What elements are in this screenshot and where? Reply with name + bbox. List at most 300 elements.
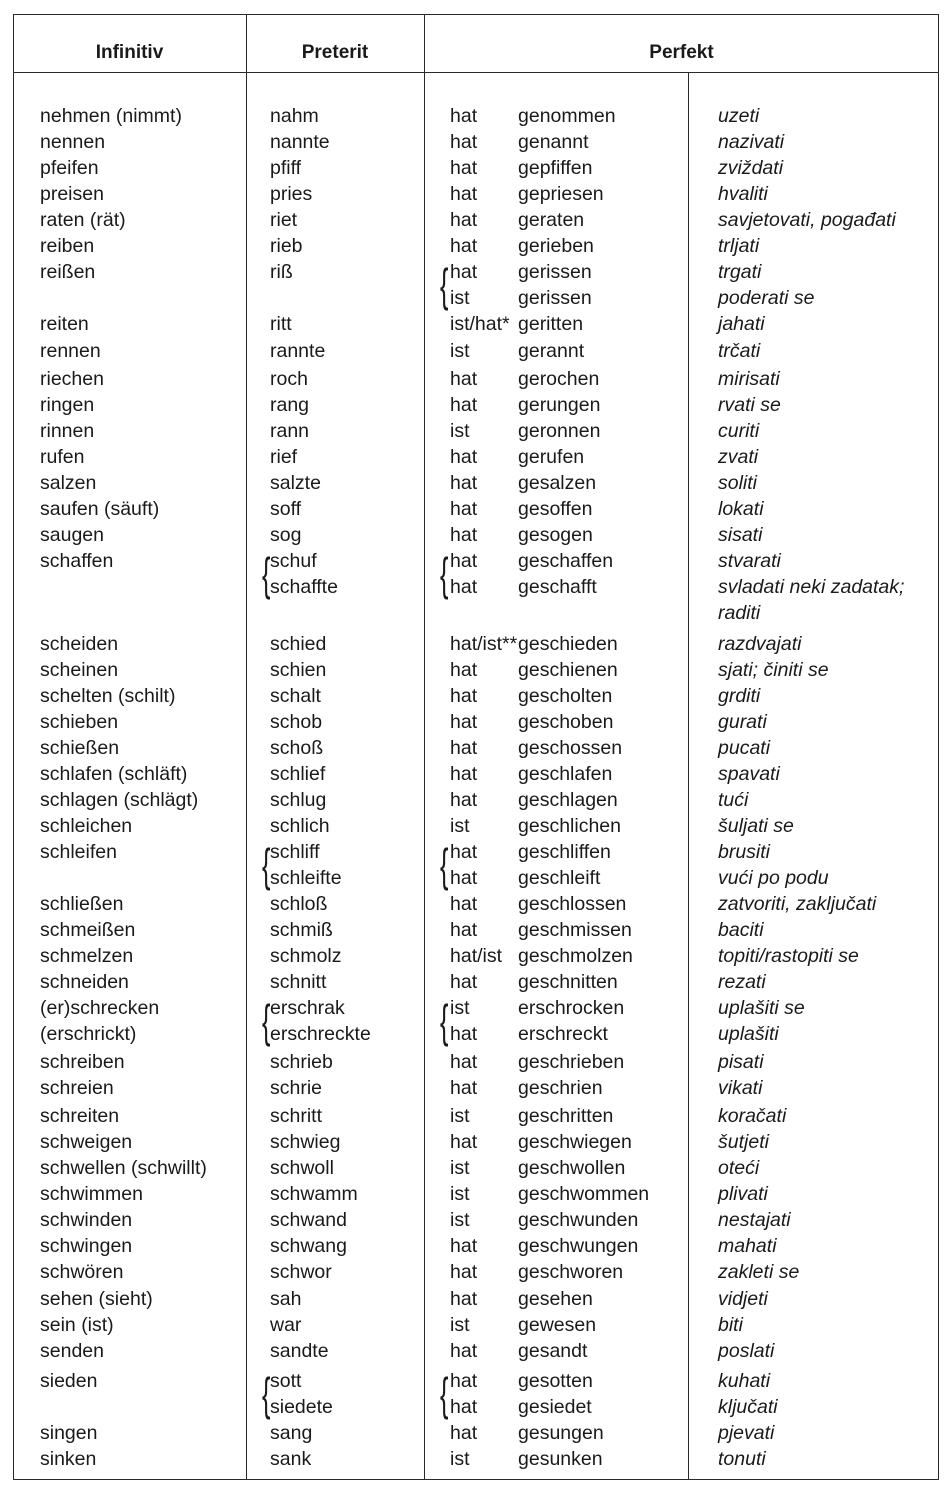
auxiliary-cell: hat bbox=[450, 235, 478, 257]
auxiliary-cell: hat bbox=[450, 737, 478, 759]
preterite-cell: schwand bbox=[270, 1209, 347, 1231]
infinitive-cell: (erschrickt) bbox=[40, 1023, 137, 1045]
infinitive-cell: schmeißen bbox=[40, 919, 136, 941]
translation-cell: zviždati bbox=[718, 157, 784, 179]
auxiliary-cell: hat bbox=[450, 1023, 478, 1045]
auxiliary-cell: hat bbox=[450, 971, 478, 993]
auxiliary-cell: hat bbox=[450, 446, 478, 468]
table-row bbox=[0, 155, 949, 181]
preterite-cell: salzte bbox=[270, 472, 321, 494]
preterite-cell: sang bbox=[270, 1422, 313, 1444]
auxiliary-cell: hat bbox=[450, 1396, 478, 1418]
auxiliary-cell: hat bbox=[450, 1077, 478, 1099]
auxiliary-cell: hat bbox=[450, 1235, 478, 1257]
auxiliary-cell: hat bbox=[450, 394, 478, 416]
preterite-cell: sah bbox=[270, 1288, 302, 1310]
table-row bbox=[0, 181, 949, 207]
infinitive-cell: schneiden bbox=[40, 971, 129, 993]
infinitive-cell: pfeifen bbox=[40, 157, 99, 179]
translation-cell: lokati bbox=[718, 498, 764, 520]
infinitive-cell: saufen (säuft) bbox=[40, 498, 160, 520]
table-row bbox=[0, 311, 949, 337]
preterite-cell: roch bbox=[270, 368, 308, 390]
infinitive-cell: scheinen bbox=[40, 659, 119, 681]
translation-cell: baciti bbox=[718, 919, 764, 941]
participle-cell: gesotten bbox=[518, 1370, 593, 1392]
auxiliary-cell: ist bbox=[450, 340, 470, 362]
table-row bbox=[0, 1312, 949, 1338]
table-row bbox=[0, 470, 949, 496]
table-row bbox=[0, 259, 949, 285]
table-row bbox=[0, 444, 949, 470]
translation-cell: biti bbox=[718, 1314, 743, 1336]
infinitive-cell: reiben bbox=[40, 235, 95, 257]
participle-cell: geschmissen bbox=[518, 919, 632, 941]
table-row bbox=[0, 496, 949, 522]
participle-cell: geraten bbox=[518, 209, 585, 231]
translation-cell: zakleti se bbox=[718, 1261, 800, 1283]
translation-cell: uplašiti bbox=[718, 1023, 779, 1045]
table-row bbox=[0, 1103, 949, 1129]
participle-cell: gesunken bbox=[518, 1448, 603, 1470]
translation-cell: rezati bbox=[718, 971, 766, 993]
translation-cell: svladati neki zadatak; bbox=[718, 576, 905, 598]
infinitive-cell: schreiben bbox=[40, 1051, 125, 1073]
table-row bbox=[0, 1420, 949, 1446]
preterite-cell: schied bbox=[270, 633, 327, 655]
header-preterit: Preterit bbox=[301, 42, 369, 63]
translation-cell: mahati bbox=[718, 1235, 777, 1257]
translation-cell: brusiti bbox=[718, 841, 771, 863]
curly-bracket: { bbox=[440, 1368, 449, 1420]
table-row bbox=[0, 995, 949, 1021]
curly-bracket: { bbox=[440, 995, 449, 1047]
table-row bbox=[0, 943, 949, 969]
translation-cell: hvaliti bbox=[718, 183, 768, 205]
participle-cell: gesehen bbox=[518, 1288, 593, 1310]
participle-cell: geschliffen bbox=[518, 841, 611, 863]
infinitive-cell: sein (ist) bbox=[40, 1314, 114, 1336]
table-row bbox=[0, 338, 949, 364]
preterite-cell: siedete bbox=[270, 1396, 333, 1418]
auxiliary-cell: hat bbox=[450, 841, 478, 863]
table-row bbox=[0, 657, 949, 683]
auxiliary-cell: hat bbox=[450, 659, 478, 681]
preterite-cell: schrieb bbox=[270, 1051, 333, 1073]
infinitive-cell: schleifen bbox=[40, 841, 117, 863]
auxiliary-cell: hat/ist** bbox=[450, 633, 518, 655]
infinitive-cell: schießen bbox=[40, 737, 120, 759]
infinitive-cell: rennen bbox=[40, 340, 101, 362]
translation-cell: trljati bbox=[718, 235, 760, 257]
auxiliary-cell: ist bbox=[450, 1314, 470, 1336]
translation-cell: uplašiti se bbox=[718, 997, 805, 1019]
table-row bbox=[0, 1155, 949, 1181]
participle-cell: geschleift bbox=[518, 867, 601, 889]
preterite-cell: pfiff bbox=[270, 157, 302, 179]
preterite-cell: sandte bbox=[270, 1340, 329, 1362]
participle-cell: geschossen bbox=[518, 737, 623, 759]
participle-cell: gerufen bbox=[518, 446, 585, 468]
participle-cell: geschmolzen bbox=[518, 945, 633, 967]
preterite-cell: schlich bbox=[270, 815, 330, 837]
translation-cell: pjevati bbox=[718, 1422, 775, 1444]
participle-cell: gepriesen bbox=[518, 183, 604, 205]
infinitive-cell: schreiten bbox=[40, 1105, 120, 1127]
header-perfekt: Perfekt bbox=[649, 42, 714, 63]
translation-cell: koračati bbox=[718, 1105, 787, 1127]
curly-bracket: { bbox=[440, 839, 449, 891]
participle-cell: gerochen bbox=[518, 368, 600, 390]
infinitive-cell: schleichen bbox=[40, 815, 133, 837]
participle-cell: geschlossen bbox=[518, 893, 627, 915]
infinitive-cell: sieden bbox=[40, 1370, 98, 1392]
participle-cell: gesogen bbox=[518, 524, 593, 546]
translation-cell: savjetovati, pogađati bbox=[718, 209, 896, 231]
participle-cell: gesungen bbox=[518, 1422, 604, 1444]
auxiliary-cell: ist bbox=[450, 815, 470, 837]
auxiliary-cell: hat bbox=[450, 763, 478, 785]
table-row bbox=[0, 1207, 949, 1233]
preterite-cell: erschreckte bbox=[270, 1023, 371, 1045]
table-row bbox=[0, 891, 949, 917]
participle-cell: genommen bbox=[518, 105, 616, 127]
table-row bbox=[0, 1181, 949, 1207]
preterite-cell: sott bbox=[270, 1370, 302, 1392]
translation-cell: tući bbox=[718, 789, 749, 811]
table-row bbox=[0, 1049, 949, 1075]
auxiliary-cell: ist bbox=[450, 420, 470, 442]
translation-cell: poderati se bbox=[718, 287, 815, 309]
auxiliary-cell: hat bbox=[450, 261, 478, 283]
preterite-cell: riet bbox=[270, 209, 298, 231]
infinitive-cell: schwingen bbox=[40, 1235, 133, 1257]
participle-cell: geschlichen bbox=[518, 815, 621, 837]
participle-cell: geschwiegen bbox=[518, 1131, 632, 1153]
preterite-cell: schmiß bbox=[270, 919, 333, 941]
preterite-cell: schaffte bbox=[270, 576, 338, 598]
participle-cell: geschwollen bbox=[518, 1157, 626, 1179]
infinitive-cell: singen bbox=[40, 1422, 98, 1444]
translation-cell: vući po podu bbox=[718, 867, 829, 889]
auxiliary-cell: hat bbox=[450, 919, 478, 941]
preterite-cell: sog bbox=[270, 524, 302, 546]
translation-cell: vidjeti bbox=[718, 1288, 768, 1310]
table-row bbox=[0, 839, 949, 865]
table-row bbox=[0, 709, 949, 735]
curly-bracket: { bbox=[262, 995, 271, 1047]
preterite-cell: schritt bbox=[270, 1105, 323, 1127]
participle-cell: gesandt bbox=[518, 1340, 588, 1362]
infinitive-cell: schwören bbox=[40, 1261, 124, 1283]
table-row bbox=[0, 285, 949, 311]
participle-cell: geschrieben bbox=[518, 1051, 625, 1073]
auxiliary-cell: hat bbox=[450, 1288, 478, 1310]
auxiliary-cell: hat bbox=[450, 789, 478, 811]
auxiliary-cell: hat bbox=[450, 893, 478, 915]
auxiliary-cell: ist bbox=[450, 1157, 470, 1179]
auxiliary-cell: hat bbox=[450, 209, 478, 231]
auxiliary-cell: hat bbox=[450, 1051, 478, 1073]
translation-cell: trčati bbox=[718, 340, 761, 362]
table-row bbox=[0, 761, 949, 787]
curly-bracket: { bbox=[440, 259, 449, 311]
table-row bbox=[0, 1338, 949, 1364]
infinitive-cell: senden bbox=[40, 1340, 104, 1362]
translation-cell: oteći bbox=[718, 1157, 760, 1179]
header-infinitiv: Infinitiv bbox=[95, 42, 164, 63]
participle-cell: erschreckt bbox=[518, 1023, 608, 1045]
auxiliary-cell: hat bbox=[450, 685, 478, 707]
table-row bbox=[0, 1368, 949, 1394]
participle-cell: geschwunden bbox=[518, 1209, 639, 1231]
auxiliary-cell: hat bbox=[450, 498, 478, 520]
table-row bbox=[0, 813, 949, 839]
participle-cell: geschieden bbox=[518, 633, 618, 655]
participle-cell: gerungen bbox=[518, 394, 601, 416]
participle-cell: gesiedet bbox=[518, 1396, 592, 1418]
auxiliary-cell: ist bbox=[450, 1448, 470, 1470]
table-row bbox=[0, 865, 949, 891]
participle-cell: gerannt bbox=[518, 340, 585, 362]
translation-cell: pisati bbox=[718, 1051, 764, 1073]
participle-cell: geritten bbox=[518, 313, 584, 335]
infinitive-cell: schlafen (schläft) bbox=[40, 763, 188, 785]
auxiliary-cell: ist bbox=[450, 997, 470, 1019]
translation-cell: ključati bbox=[718, 1396, 778, 1418]
auxiliary-cell: hat bbox=[450, 550, 478, 572]
participle-cell: geschworen bbox=[518, 1261, 624, 1283]
infinitive-cell: schwimmen bbox=[40, 1183, 143, 1205]
auxiliary-cell: hat bbox=[450, 1261, 478, 1283]
infinitive-cell: schieben bbox=[40, 711, 119, 733]
translation-cell: nestajati bbox=[718, 1209, 791, 1231]
table-row bbox=[0, 1233, 949, 1259]
auxiliary-cell: ist bbox=[450, 1209, 470, 1231]
auxiliary-cell: ist bbox=[450, 1183, 470, 1205]
translation-cell: pucati bbox=[718, 737, 771, 759]
participle-cell: geschlagen bbox=[518, 789, 618, 811]
participle-cell: geschaffen bbox=[518, 550, 614, 572]
translation-cell: curiti bbox=[718, 420, 760, 442]
translation-cell: rvati se bbox=[718, 394, 781, 416]
participle-cell: gerieben bbox=[518, 235, 594, 257]
infinitive-cell: schwinden bbox=[40, 1209, 133, 1231]
curly-bracket: { bbox=[262, 839, 271, 891]
infinitive-cell: schelten (schilt) bbox=[40, 685, 176, 707]
translation-cell: raditi bbox=[718, 602, 761, 624]
preterite-cell: schwieg bbox=[270, 1131, 341, 1153]
auxiliary-cell: hat bbox=[450, 105, 478, 127]
participle-cell: geschwommen bbox=[518, 1183, 650, 1205]
preterite-cell: schalt bbox=[270, 685, 321, 707]
table-row bbox=[0, 1286, 949, 1312]
translation-cell: spavati bbox=[718, 763, 780, 785]
infinitive-cell: schmelzen bbox=[40, 945, 134, 967]
table-row bbox=[0, 1075, 949, 1101]
participle-cell: geschritten bbox=[518, 1105, 614, 1127]
translation-cell: plivati bbox=[718, 1183, 768, 1205]
infinitive-cell: raten (rät) bbox=[40, 209, 126, 231]
auxiliary-cell: hat bbox=[450, 183, 478, 205]
infinitive-cell: schreien bbox=[40, 1077, 114, 1099]
infinitive-cell: rufen bbox=[40, 446, 85, 468]
preterite-cell: schuf bbox=[270, 550, 317, 572]
preterite-cell: nahm bbox=[270, 105, 319, 127]
preterite-cell: ritt bbox=[270, 313, 292, 335]
participle-cell: geronnen bbox=[518, 420, 601, 442]
preterite-cell: schwoll bbox=[270, 1157, 334, 1179]
table-row bbox=[0, 1021, 949, 1047]
translation-cell: tonuti bbox=[718, 1448, 766, 1470]
table-row bbox=[0, 392, 949, 418]
preterite-cell: riß bbox=[270, 261, 293, 283]
preterite-cell: schlief bbox=[270, 763, 326, 785]
preterite-cell: schwang bbox=[270, 1235, 347, 1257]
translation-cell: jahati bbox=[718, 313, 765, 335]
translation-cell: sisati bbox=[718, 524, 763, 546]
participle-cell: gesalzen bbox=[518, 472, 597, 494]
auxiliary-cell: hat bbox=[450, 1422, 478, 1444]
auxiliary-cell: hat bbox=[450, 1340, 478, 1362]
translation-cell: nazivati bbox=[718, 131, 785, 153]
preterite-cell: schwamm bbox=[270, 1183, 358, 1205]
table-row bbox=[0, 418, 949, 444]
preterite-cell: soff bbox=[270, 498, 302, 520]
translation-cell: zatvoriti, zaključati bbox=[718, 893, 877, 915]
table-row bbox=[0, 207, 949, 233]
participle-cell: geschwungen bbox=[518, 1235, 639, 1257]
infinitive-cell: sehen (sieht) bbox=[40, 1288, 153, 1310]
auxiliary-cell: hat bbox=[450, 524, 478, 546]
table-row bbox=[0, 548, 949, 574]
participle-cell: gepfiffen bbox=[518, 157, 593, 179]
auxiliary-cell: hat/ist bbox=[450, 945, 503, 967]
translation-cell: šutjeti bbox=[718, 1131, 769, 1153]
preterite-cell: schoß bbox=[270, 737, 324, 759]
table-row bbox=[0, 917, 949, 943]
participle-cell: genannt bbox=[518, 131, 589, 153]
infinitive-cell: (er)schrecken bbox=[40, 997, 160, 1019]
infinitive-cell: schaffen bbox=[40, 550, 114, 572]
participle-cell: geschnitten bbox=[518, 971, 618, 993]
curly-bracket: { bbox=[440, 548, 449, 600]
infinitive-cell: schwellen (schwillt) bbox=[40, 1157, 207, 1179]
translation-cell: poslati bbox=[718, 1340, 775, 1362]
preterite-cell: schleifte bbox=[270, 867, 342, 889]
translation-cell: sjati; činiti se bbox=[718, 659, 829, 681]
table-row bbox=[0, 522, 949, 548]
auxiliary-cell: ist/hat* bbox=[450, 313, 510, 335]
preterite-cell: schliff bbox=[270, 841, 320, 863]
participle-cell: gesoffen bbox=[518, 498, 593, 520]
infinitive-cell: scheiden bbox=[40, 633, 119, 655]
curly-bracket: { bbox=[262, 548, 271, 600]
infinitive-cell: schweigen bbox=[40, 1131, 133, 1153]
auxiliary-cell: hat bbox=[450, 157, 478, 179]
preterite-cell: rief bbox=[270, 446, 298, 468]
infinitive-cell: reiten bbox=[40, 313, 89, 335]
preterite-cell: schloß bbox=[270, 893, 328, 915]
translation-cell: mirisati bbox=[718, 368, 780, 390]
infinitive-cell: saugen bbox=[40, 524, 104, 546]
translation-cell: razdvajati bbox=[718, 633, 802, 655]
infinitive-cell: preisen bbox=[40, 183, 104, 205]
table-row bbox=[0, 631, 949, 657]
table-row bbox=[0, 129, 949, 155]
table-row bbox=[0, 1259, 949, 1285]
infinitive-cell: salzen bbox=[40, 472, 97, 494]
participle-cell: gescholten bbox=[518, 685, 613, 707]
auxiliary-cell: hat bbox=[450, 867, 478, 889]
table-row bbox=[0, 233, 949, 259]
preterite-cell: rang bbox=[270, 394, 310, 416]
participle-cell: geschoben bbox=[518, 711, 614, 733]
preterite-cell: schien bbox=[270, 659, 327, 681]
translation-cell: grditi bbox=[718, 685, 761, 707]
preterite-cell: schrie bbox=[270, 1077, 323, 1099]
table-row bbox=[0, 600, 949, 626]
table-row bbox=[0, 683, 949, 709]
infinitive-cell: sinken bbox=[40, 1448, 97, 1470]
translation-cell: uzeti bbox=[718, 105, 760, 127]
auxiliary-cell: hat bbox=[450, 1370, 478, 1392]
auxiliary-cell: hat bbox=[450, 368, 478, 390]
participle-cell: gerissen bbox=[518, 261, 592, 283]
table-row bbox=[0, 787, 949, 813]
preterite-cell: schnitt bbox=[270, 971, 327, 993]
translation-cell: trgati bbox=[718, 261, 762, 283]
preterite-cell: war bbox=[270, 1314, 302, 1336]
table-row bbox=[0, 969, 949, 995]
table-row bbox=[0, 574, 949, 600]
table-row bbox=[0, 366, 949, 392]
preterite-cell: schlug bbox=[270, 789, 327, 811]
table-row bbox=[0, 1394, 949, 1420]
translation-cell: soliti bbox=[718, 472, 758, 494]
participle-cell: geschafft bbox=[518, 576, 597, 598]
table-row bbox=[0, 1446, 949, 1472]
preterite-cell: schob bbox=[270, 711, 323, 733]
infinitive-cell: rinnen bbox=[40, 420, 95, 442]
infinitive-cell: riechen bbox=[40, 368, 104, 390]
auxiliary-cell: ist bbox=[450, 287, 470, 309]
infinitive-cell: reißen bbox=[40, 261, 96, 283]
translation-cell: vikati bbox=[718, 1077, 763, 1099]
participle-cell: gewesen bbox=[518, 1314, 597, 1336]
participle-cell: gerissen bbox=[518, 287, 592, 309]
preterite-cell: sank bbox=[270, 1448, 312, 1470]
table-row bbox=[0, 735, 949, 761]
preterite-cell: pries bbox=[270, 183, 313, 205]
auxiliary-cell: hat bbox=[450, 1131, 478, 1153]
auxiliary-cell: hat bbox=[450, 131, 478, 153]
auxiliary-cell: ist bbox=[450, 1105, 470, 1127]
preterite-cell: nannte bbox=[270, 131, 330, 153]
participle-cell: geschienen bbox=[518, 659, 618, 681]
auxiliary-cell: hat bbox=[450, 576, 478, 598]
infinitive-cell: nehmen (nimmt) bbox=[40, 105, 182, 127]
preterite-cell: schmolz bbox=[270, 945, 342, 967]
curly-bracket: { bbox=[262, 1368, 271, 1420]
header-divider bbox=[13, 72, 939, 73]
preterite-cell: rieb bbox=[270, 235, 303, 257]
preterite-cell: erschrak bbox=[270, 997, 345, 1019]
table-row bbox=[0, 1129, 949, 1155]
preterite-cell: schwor bbox=[270, 1261, 332, 1283]
translation-cell: topiti/rastopiti se bbox=[718, 945, 859, 967]
participle-cell: erschrocken bbox=[518, 997, 625, 1019]
